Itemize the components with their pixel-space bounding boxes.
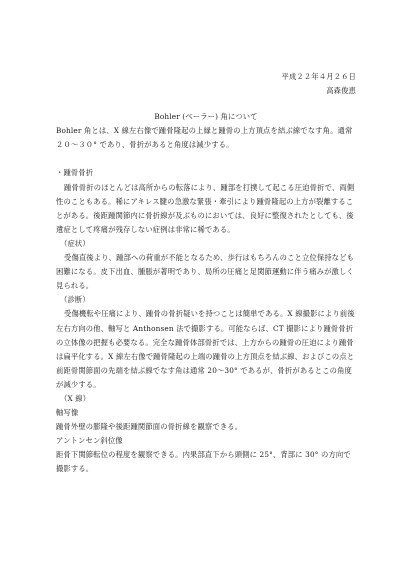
- intro-paragraph: Bohler 角とは、X 線左右像で踵骨隆起の上縁と踵骨の上方頂点を結ぶ線でなす角。通常２０〜３０° であり、骨折があると角度は減少する。: [56, 126, 353, 150]
- axial-paragraph: 踵骨外壁の膨隆や後距踵関節面の骨折線を観察できる。: [56, 422, 243, 432]
- axial-heading: 軸写像: [56, 408, 79, 418]
- section-heading: ・踵骨骨折: [56, 168, 94, 178]
- symptoms-paragraph: 受傷直後より、踵部への荷重が不能となるため、歩行はもちろんのこと立位保持なども困難になる。皮下出血、腫脹が著明であり、局所の圧痛と足関節運動に伴う痛みが激しく見られる。: [56, 253, 355, 291]
- anthonsen-heading: アントンセン斜位像: [56, 436, 123, 446]
- document-body: [56, 70, 356, 477]
- anthonsen-paragraph: 距骨下関節転位の程度を観察できる。内果部直下から頭側に 25°、背部に 30° の方向で撮影する。: [56, 450, 351, 474]
- symptoms-heading: （症状）: [60, 238, 90, 248]
- document-date: 平成２２年４月２６日: [281, 72, 356, 81]
- document-title: Bohler (べーラー) 角について: [154, 112, 258, 122]
- diagnosis-paragraph: 受傷機転や圧痛により、踵骨の骨折疑いを持つことは簡単である。X 線撮影により前後左右方向の他、軸写と Anthonsen 法で撮影する。可能ならば、CT 撮影により踵骨骨折の立体像の把握も必要なる。完全な踵骨体部骨折では、上方からの踵骨の圧迫により踵骨は扁平化する。X 線左右像で踵骨隆起の上端の踵骨の上方頂点を結ぶ線、およびこの点と前距骨関節面の先端を結ぶ線でなす角は通常 20〜30° であるが、骨折があるとこの角度が減少する。: [56, 309, 355, 389]
- diagnosis-heading: （診断）: [60, 295, 90, 305]
- document-author: 高森俊恵: [326, 86, 356, 96]
- xray-heading: （X 線）: [60, 393, 91, 403]
- spacer: [56, 152, 356, 166]
- fracture-paragraph: 踵骨骨折のほとんどは高所からの転落により、踵部を打撲して起こる圧迫骨折で、両側性のこともある。稀にアキレス腱の急激な緊張・牽引により踵骨隆起の上方が裂離することがある。後距踵関節内に骨折線が及ぶものにおいては、良好に整復されたとしても、後遺症として疼痛が残存しない症例は非常に稀である。: [56, 182, 355, 234]
